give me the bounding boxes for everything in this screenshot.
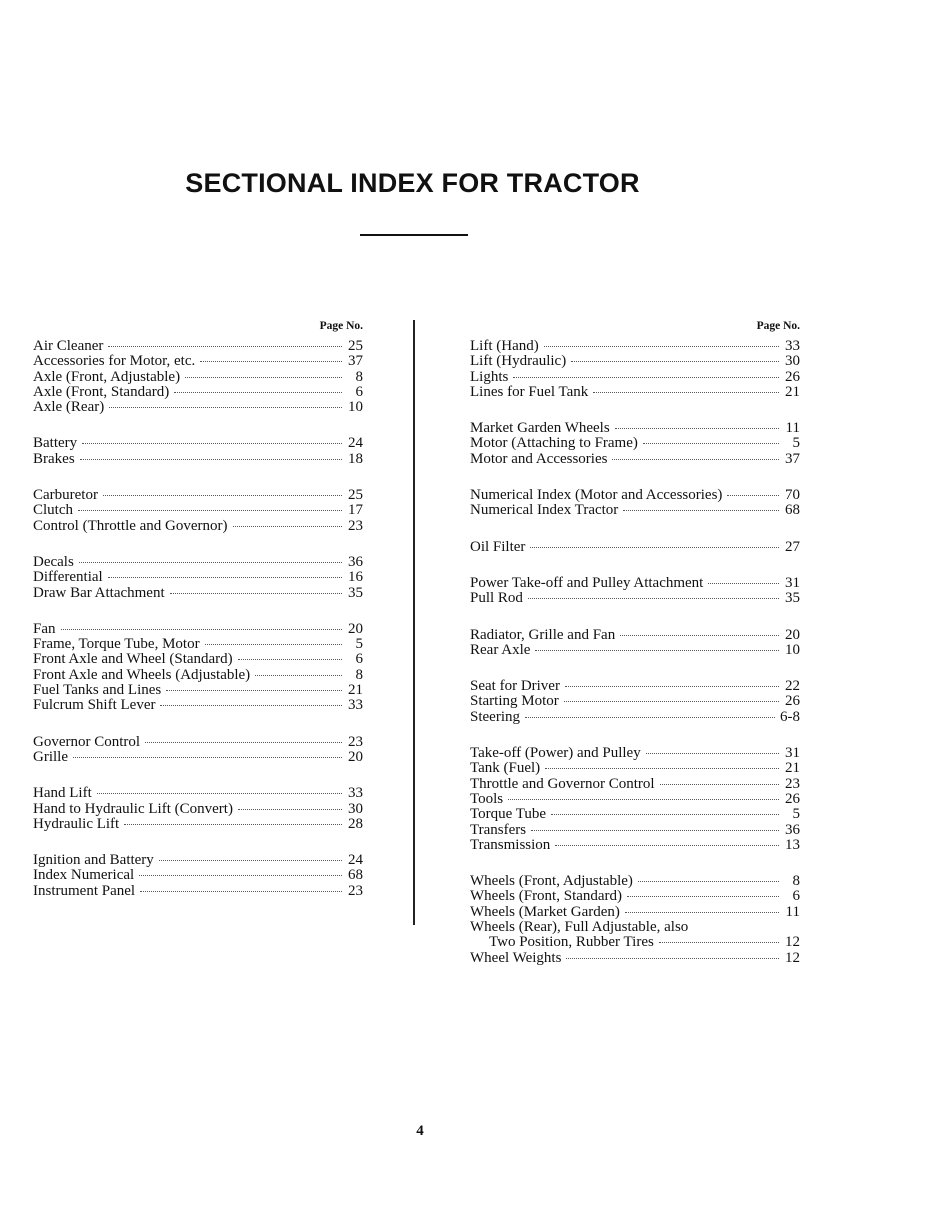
dot-leader [659, 942, 779, 943]
entry-label: Hand Lift [33, 785, 92, 802]
entry-label: Motor and Accessories [470, 450, 608, 467]
index-entry [470, 339, 800, 354]
entry-page: 36 [785, 821, 800, 838]
dot-leader [97, 793, 342, 794]
entry-label: Oil Filter [470, 538, 526, 555]
dot-leader [61, 629, 343, 630]
dot-leader [727, 495, 779, 496]
dot-leader [593, 392, 779, 393]
entry-page: 5 [355, 636, 363, 653]
entry-page: 31 [785, 574, 800, 591]
entry-page: 12 [785, 934, 800, 951]
entry-label: Starting Motor [470, 693, 559, 710]
index-group [33, 853, 363, 899]
entry-page: 28 [348, 815, 363, 832]
dot-leader [73, 757, 342, 758]
entry-page: 21 [785, 760, 800, 777]
entry-page: 30 [785, 353, 800, 370]
dot-leader [109, 407, 342, 408]
dot-leader [627, 896, 779, 897]
entry-label: Fan [33, 620, 56, 637]
dot-leader [566, 958, 779, 959]
index-entry [470, 807, 800, 822]
entry-label: Lines for Fuel Tank [470, 383, 589, 400]
dot-leader [508, 799, 779, 800]
entry-label: Wheel Weights [470, 949, 562, 966]
dot-leader [174, 392, 342, 393]
index-entry [470, 694, 800, 709]
index-group [33, 555, 363, 601]
dot-leader [185, 377, 342, 378]
dot-leader [513, 377, 779, 378]
entry-label: Radiator, Grille and Fan [470, 626, 616, 643]
entry-label: Brakes [33, 450, 75, 467]
dot-leader [530, 547, 779, 548]
dot-leader [620, 635, 779, 636]
entry-page: 13 [785, 836, 800, 853]
index-entry [33, 853, 363, 868]
index-entry [470, 679, 800, 694]
index-entry [33, 354, 363, 369]
dot-leader [615, 428, 779, 429]
index-entry [470, 628, 800, 643]
page-no-header: Page No. [756, 320, 800, 332]
entry-page: 10 [348, 399, 363, 416]
dot-leader [140, 891, 342, 892]
dot-leader [200, 361, 342, 362]
dot-leader [233, 526, 342, 527]
entry-label: Lights [470, 368, 509, 385]
index-entry [470, 370, 800, 385]
entry-label: Wheels (Rear), Full Adjustable, also [470, 919, 689, 936]
dot-leader [660, 784, 779, 785]
entry-label: Seat for Driver [470, 678, 560, 695]
index-entry [33, 503, 363, 518]
index-entry [470, 761, 800, 776]
index-entry [470, 920, 800, 935]
entry-page: 26 [785, 368, 800, 385]
index-entry [33, 488, 363, 503]
index-entry [33, 339, 363, 354]
dot-leader [103, 495, 342, 496]
index-entry [470, 576, 800, 591]
index-entry [470, 951, 800, 966]
entry-page: 37 [785, 450, 800, 467]
entry-label: Torque Tube [470, 806, 547, 823]
entry-page: 33 [785, 338, 800, 354]
entry-label: Front Axle and Wheel (Standard) [33, 651, 233, 668]
dot-leader [170, 593, 342, 594]
entry-label: Fulcrum Shift Lever [33, 697, 156, 714]
index-entry [33, 802, 363, 817]
index-group [33, 488, 363, 534]
entry-label: Grille [33, 748, 68, 765]
index-groups-right [470, 339, 800, 966]
index-group [470, 540, 800, 555]
entry-label: Fuel Tanks and Lines [33, 682, 162, 699]
dot-leader [565, 686, 779, 687]
entry-page: 30 [348, 800, 363, 817]
index-group [33, 436, 363, 467]
entry-label: Instrument Panel [33, 882, 136, 899]
index-entry [470, 643, 800, 658]
entry-page: 8 [792, 873, 800, 890]
entry-page: 27 [785, 538, 800, 555]
entry-label: Throttle and Governor Control [470, 775, 655, 792]
dot-leader [82, 443, 342, 444]
column-divider [413, 320, 415, 925]
dot-leader [255, 675, 342, 676]
index-entry [33, 400, 363, 415]
dot-leader [545, 768, 779, 769]
index-entry [33, 652, 363, 667]
entry-label: Wheels (Market Garden) [470, 903, 620, 920]
entry-label: Axle (Rear) [33, 399, 105, 416]
entry-label: Transmission [470, 836, 551, 853]
page-number: 4 [416, 1123, 424, 1139]
entry-page: 6 [355, 383, 363, 400]
entry-label: Hydraulic Lift [33, 815, 120, 832]
entry-page: 11 [785, 420, 800, 437]
dot-leader [544, 346, 779, 347]
index-groups-left [33, 339, 363, 899]
index-group [470, 421, 800, 467]
index-entry [470, 777, 800, 792]
index-entry [33, 436, 363, 451]
entry-page: 23 [785, 775, 800, 792]
entry-page: 26 [785, 790, 800, 807]
entry-label: Numerical Index (Motor and Accessories) [470, 487, 723, 504]
index-entry [33, 452, 363, 467]
index-entry [33, 385, 363, 400]
index-entry [33, 370, 363, 385]
index-entry [470, 503, 800, 518]
index-group [470, 339, 800, 400]
entry-label: Transfers [470, 821, 527, 838]
index-entry [33, 555, 363, 570]
entry-label: Carburetor [33, 487, 98, 504]
entry-page: 35 [348, 584, 363, 601]
index-entry [470, 746, 800, 761]
entry-page: 36 [348, 553, 363, 570]
entry-label: Power Take-off and Pulley Attachment [470, 574, 704, 591]
index-group [470, 874, 800, 966]
entry-page: 33 [348, 697, 363, 714]
dot-leader [638, 881, 779, 882]
entry-page: 68 [348, 867, 363, 884]
index-entry [470, 823, 800, 838]
entry-label: Battery [33, 435, 78, 452]
entry-page: 23 [348, 882, 363, 899]
entry-page: 12 [785, 949, 800, 966]
index-entry [470, 874, 800, 889]
index-entry [470, 889, 800, 904]
index-entry [33, 668, 363, 683]
dot-leader [238, 809, 342, 810]
dot-leader [79, 562, 342, 563]
entry-label: Differential [33, 569, 103, 586]
page-no-header: Page No. [319, 320, 363, 332]
index-group [470, 628, 800, 659]
index-group [33, 735, 363, 766]
dot-leader [625, 912, 779, 913]
entry-page: 24 [348, 435, 363, 452]
entry-label: Frame, Torque Tube, Motor [33, 636, 200, 653]
entry-page: 33 [348, 785, 363, 802]
dot-leader [643, 443, 779, 444]
index-entry [33, 868, 363, 883]
index-entry [470, 710, 800, 725]
entry-page: 21 [785, 383, 800, 400]
entry-page: 6 [355, 651, 363, 668]
entry-label: Lift (Hydraulic) [470, 353, 567, 370]
entry-label: Pull Rod [470, 590, 523, 607]
entry-page: 21 [348, 682, 363, 699]
index-entry [470, 905, 800, 920]
dot-leader [166, 690, 342, 691]
entry-label: Wheels (Front, Adjustable) [470, 873, 633, 890]
entry-page: 6-8 [780, 708, 800, 725]
index-group [470, 746, 800, 853]
entry-page: 10 [785, 641, 800, 658]
entry-label: Governor Control [33, 733, 141, 750]
entry-page: 35 [785, 590, 800, 607]
index-entry [470, 421, 800, 436]
dot-leader [124, 824, 342, 825]
entry-page: 37 [348, 353, 363, 370]
entry-label: Tank (Fuel) [470, 760, 541, 777]
index-entry [33, 786, 363, 801]
entry-label: Two Position, Rubber Tires [489, 934, 654, 951]
index-group [33, 786, 363, 832]
index-entry [470, 354, 800, 369]
index-entry [470, 436, 800, 451]
index-entry [33, 519, 363, 534]
entry-label: Wheels (Front, Standard) [470, 888, 623, 905]
entry-label: Take-off (Power) and Pulley [470, 745, 641, 762]
dot-leader [205, 644, 342, 645]
entry-page: 25 [348, 487, 363, 504]
dot-leader [564, 701, 779, 702]
index-entry [33, 884, 363, 899]
index-entry [33, 698, 363, 713]
dot-leader [139, 875, 342, 876]
index-group [470, 679, 800, 725]
page-title: SECTIONAL INDEX FOR TRACTOR [185, 168, 640, 198]
index-entry [33, 586, 363, 601]
entry-page: 20 [348, 748, 363, 765]
dot-leader [708, 583, 779, 584]
index-entry [470, 591, 800, 606]
entry-label: Decals [33, 553, 74, 570]
entry-page: 5 [792, 806, 800, 823]
dot-leader [525, 717, 775, 718]
entry-label: Numerical Index Tractor [470, 502, 619, 519]
index-group [470, 488, 800, 519]
index-entry [33, 622, 363, 637]
index-entry [33, 735, 363, 750]
index-entry [33, 750, 363, 765]
entry-label: Tools [470, 790, 504, 807]
entry-label: Axle (Front, Standard) [33, 383, 170, 400]
index-entry [33, 570, 363, 585]
index-entry [470, 452, 800, 467]
entry-page: 23 [348, 517, 363, 534]
dot-leader [80, 459, 342, 460]
entry-label: Front Axle and Wheels (Adjustable) [33, 666, 251, 683]
entry-label: Steering [470, 708, 520, 725]
index-entry [470, 838, 800, 853]
entry-page: 24 [348, 852, 363, 869]
title-underline [360, 234, 468, 236]
index-column-left [33, 317, 363, 920]
entry-page: 25 [348, 338, 363, 354]
entry-page: 20 [785, 626, 800, 643]
dot-leader [531, 830, 779, 831]
entry-label: Control (Throttle and Governor) [33, 517, 228, 534]
entry-page: 20 [348, 620, 363, 637]
dot-leader [612, 459, 779, 460]
dot-leader [528, 598, 779, 599]
index-entry [470, 935, 800, 950]
dot-leader [551, 814, 779, 815]
entry-label: Hand to Hydraulic Lift (Convert) [33, 800, 233, 817]
entry-page: 23 [348, 733, 363, 750]
entry-label: Motor (Attaching to Frame) [470, 435, 638, 452]
index-entry [33, 683, 363, 698]
entry-page: 8 [355, 368, 363, 385]
entry-page: 68 [785, 502, 800, 519]
index-entry [470, 792, 800, 807]
entry-label: Draw Bar Attachment [33, 584, 165, 601]
index-entry [33, 637, 363, 652]
entry-label: Ignition and Battery [33, 852, 154, 869]
index-entry [470, 385, 800, 400]
index-entry [470, 488, 800, 503]
entry-label: Rear Axle [470, 641, 531, 658]
index-entry [33, 817, 363, 832]
index-group [470, 576, 800, 607]
dot-leader [78, 510, 342, 511]
dot-leader [555, 845, 779, 846]
entry-label: Lift (Hand) [470, 338, 539, 354]
entry-page: 16 [348, 569, 363, 586]
index-group [33, 622, 363, 714]
entry-page: 70 [785, 487, 800, 504]
entry-page: 31 [785, 745, 800, 762]
dot-leader [646, 753, 779, 754]
dot-leader [535, 650, 779, 651]
entry-page: 17 [348, 502, 363, 519]
entry-label: Market Garden Wheels [470, 420, 610, 437]
entry-label: Clutch [33, 502, 73, 519]
index-group [33, 339, 363, 415]
entry-label: Accessories for Motor, etc. [33, 353, 196, 370]
dot-leader [623, 510, 779, 511]
entry-page: 6 [792, 888, 800, 905]
index-entry [470, 540, 800, 555]
entry-page: 26 [785, 693, 800, 710]
entry-page: 8 [355, 666, 363, 683]
index-column-right [470, 317, 800, 987]
entry-page: 22 [785, 678, 800, 695]
dot-leader [160, 705, 342, 706]
entry-page: 5 [792, 435, 800, 452]
dot-leader [571, 361, 779, 362]
entry-label: Air Cleaner [33, 338, 104, 354]
dot-leader [159, 860, 342, 861]
entry-label: Index Numerical [33, 867, 135, 884]
dot-leader [108, 346, 342, 347]
dot-leader [108, 577, 342, 578]
dot-leader [238, 659, 342, 660]
entry-label: Axle (Front, Adjustable) [33, 368, 181, 385]
entry-page: 18 [348, 450, 363, 467]
entry-page: 11 [785, 903, 800, 920]
dot-leader [145, 742, 342, 743]
